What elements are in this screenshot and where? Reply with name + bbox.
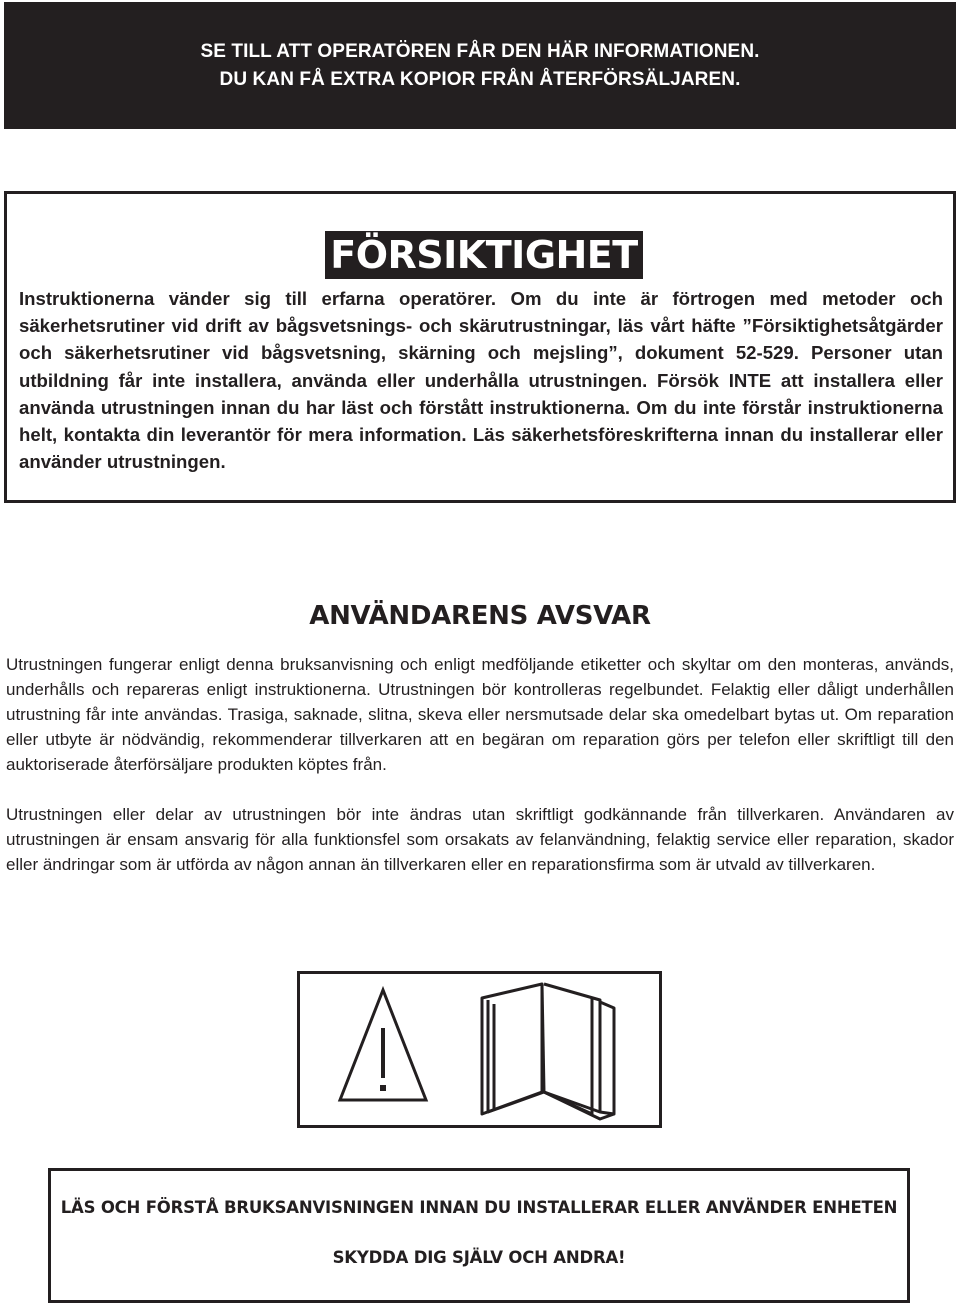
caution-title: FÖRSIKTIGHET	[325, 231, 643, 279]
open-manual-icon	[482, 984, 614, 1119]
caution-paragraph: Instruktionerna vänder sig till erfarna operatörer. Om du inte är förtrogen med metoder och säkerhetsrutiner vid drift av bågsvetsnings- och skärutrustningar, läs vårt häfte ”Försiktighetsåtgärder och säkerhetsrutiner vid bågsvetsning, skärning och mejsling”, dokument 52-529. Personer utan utbildning får inte installera, använda eller underhålla utrustningen. Försök INTE att installera eller använda utrustningen innan du har läst och förstått instruktionerna. Om du inte förstår instruktionerna helt, kontakta din leverantör för mera information. Läs säkerhetsföreskrifterna innan du installerar eller använder utrustningen.	[19, 288, 943, 473]
responsibility-paragraph-1: Utrustningen fungerar enligt denna bruksanvisning och enligt medföljande etiketter och skyltar om den monteras, används, underhålls och repareras enligt instruktionerna. Utrustningen bör kontrolleras regelbundet. Felaktig eller dåligt underhållen utrustning får inte användas. Trasiga, saknade, slitna, skeva eller nersmutsade delar ska omedelbart bytas ut. Om reparation eller utbyte är nödvändig, rekommenderar tillverkaren att en begäran om reparation görs per telefon eller skriftligt till den auktoriserade återförsäljare produkten köptes från.	[6, 655, 954, 774]
top-banner	[4, 2, 956, 129]
responsibility-paragraph-2: Utrustningen eller delar av utrustningen bör inte ändras utan skriftligt godkännande från tillverkaren. Användaren av utrustningen är ensam ansvarig för alla funktionsfel som orsakats av felanvändning, felaktig service eller reparation, skador eller ändringar som är utförda av någon annan än tillverkaren eller en reparationsfirma som är utvald av tillverkaren.	[6, 805, 954, 874]
caution-text	[19, 285, 943, 475]
warning-triangle-icon	[340, 990, 426, 1100]
caution-box	[4, 191, 956, 503]
bottom-notice-line-1: LÄS OCH FÖRSTÅ BRUKSANVISNINGEN INNAN DU INSTALLERAR ELLER ANVÄNDER ENHETEN	[60, 1198, 898, 1217]
safety-symbol-box	[297, 971, 662, 1128]
responsibility-heading: ANVÄNDARENS AVSVAR	[309, 601, 651, 631]
safety-symbols	[300, 974, 659, 1125]
bottom-notice-box	[48, 1168, 910, 1303]
banner-line-1: SE TILL ATT OPERATÖREN FÅR DEN HÄR INFORMATIONEN.	[200, 40, 760, 62]
bottom-notice-line-2: SKYDDA DIG SJÄLV OCH ANDRA!	[332, 1248, 626, 1267]
banner-line-2: DU KAN FÅ EXTRA KOPIOR FRÅN ÅTERFÖRSÄLJAREN.	[219, 68, 741, 90]
